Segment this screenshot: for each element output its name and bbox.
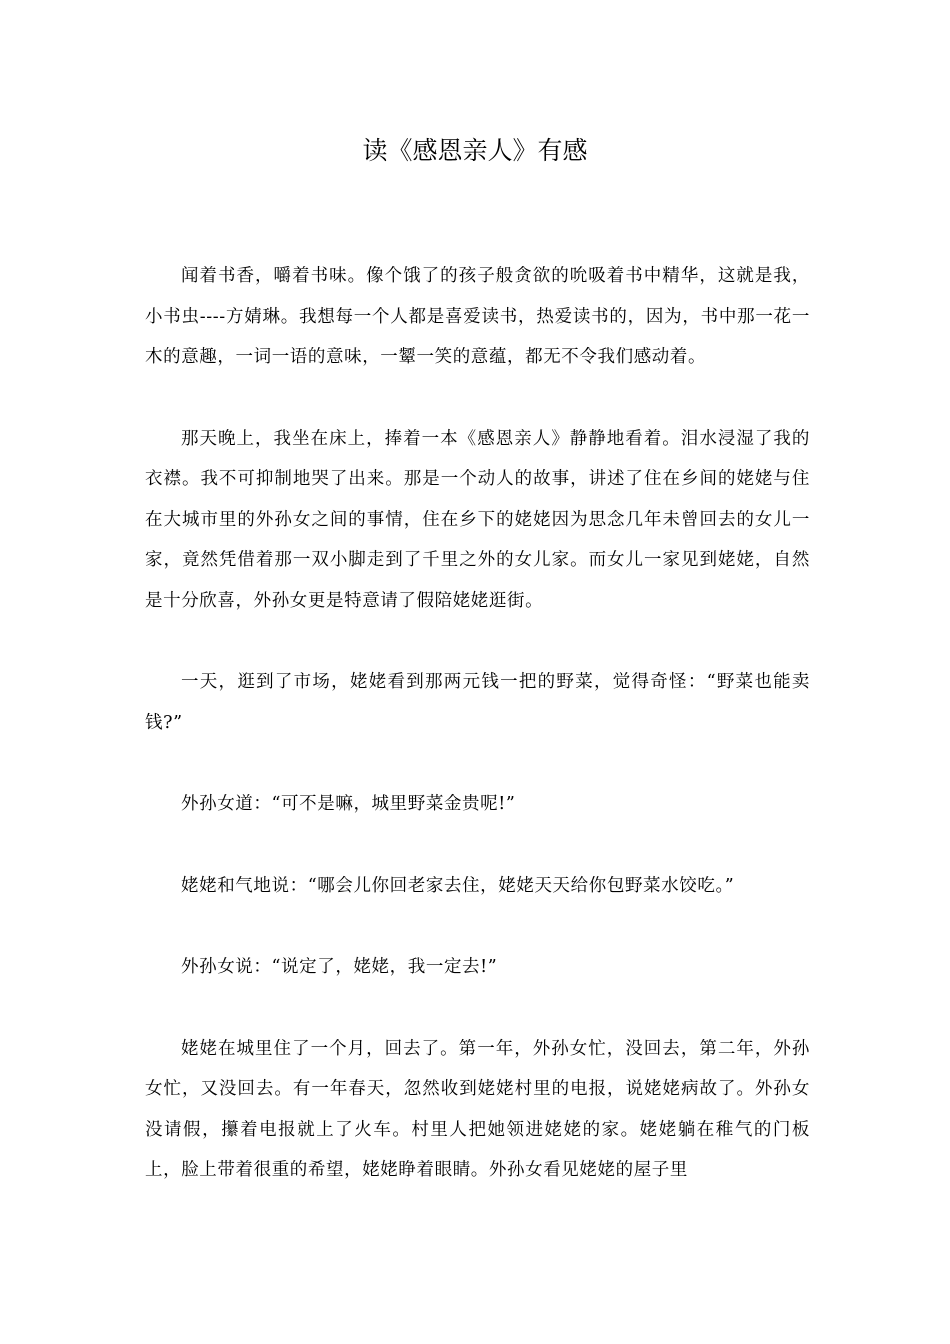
document-title: 读《感恩亲人》有感 [362,136,588,165]
paragraph: 姥姥在城里住了一个月，回去了。第一年，外孙女忙，没回去，第二年，外孙女忙，又没回去。有一年春天，忽然收到姥姥村里的电报，说姥姥病故了。外孙女没请假，攥着电报就上了火车。村里人把她领进姥姥的家。姥姥躺在稚气的门板上，脸上带着很重的希望，姥姥睁着眼睛。外孙女看见姥姥的屋子里 [145,1038,810,1180]
paragraph: 外孙女道：“可不是嘛，城里野菜金贵呢!” [181,794,516,814]
paragraph: 外孙女说：“说定了，姥姥，我一定去!” [181,957,498,977]
paragraph: 姥姥和气地说：“哪会儿你回老家去住，姥姥天天给你包野菜水饺吃。” [181,875,735,896]
document-body [145,256,810,1191]
paragraph: 那天晚上，我坐在床上，捧着一本《感恩亲人》静静地看着。泪水浸湿了我的衣襟。我不可抑制地哭了出来。那是一个动人的故事，讲述了住在乡间的姥姥与住在大城市里的外孙女之间的事情，住在乡下的姥姥因为思念几年未曾回去的女儿一家，竟然凭借着那一双小脚走到了千里之外的女儿家。而女儿一家见到姥姥，自然是十分欣喜，外孙女更是特意请了假陪姥姥逛街。 [145,428,810,611]
paragraph: 闻着书香，嚼着书味。像个饿了的孩子般贪欲的吮吸着书中精华，这就是我，小书虫----方婧琳。我想每一个人都是喜爱读书，热爱读书的，因为，书中那一花一木的意趣，一词一语的意味，一颦一笑的意蕴，都无不令我们感动着。 [145,266,810,367]
paragraph: 一天，逛到了市场，姥姥看到那两元钱一把的野菜，觉得奇怪：“野菜也能卖钱?” [145,672,810,733]
